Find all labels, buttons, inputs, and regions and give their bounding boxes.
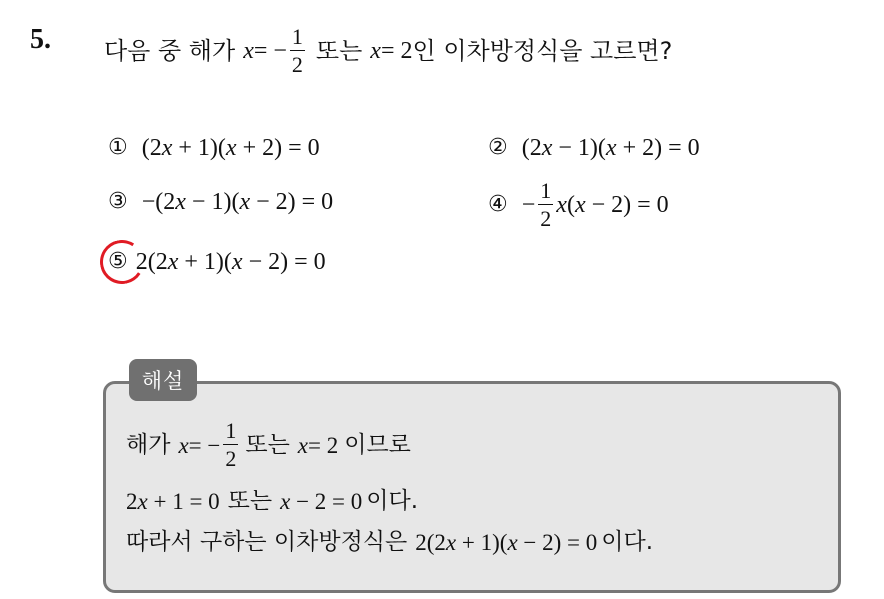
- choice-1-mark: ①: [108, 135, 128, 160]
- choice-1-expr: (2x + 1)(x + 2) = 0: [141, 135, 320, 161]
- choice-1[interactable]: [108, 136, 320, 160]
- solution-fraction: [223, 420, 238, 470]
- question-number: 5.: [30, 24, 51, 55]
- solution-box: [103, 381, 841, 593]
- choice-2-expr: (2x − 1)(x + 2) = 0: [521, 135, 700, 161]
- question-var-2: x: [370, 38, 381, 64]
- solution-line2-or: 또는: [227, 488, 273, 514]
- fraction-denominator: 2: [540, 206, 552, 231]
- solution-line1-eq: = −: [188, 432, 221, 458]
- solution-line2-suffix: 이다.: [366, 488, 419, 514]
- question-text: [104, 26, 672, 76]
- fraction-numerator: 1: [291, 24, 303, 49]
- question-fraction: [290, 26, 305, 76]
- question-suffix: 인 이차방정식을 고르면?: [412, 37, 673, 65]
- solution-line-1: [126, 420, 411, 470]
- choice-4-neg: −: [521, 192, 536, 218]
- choice-4-fraction: [538, 180, 553, 230]
- solution-line1-prefix: 해가: [126, 431, 171, 458]
- solution-line3-suffix: 이다.: [601, 529, 654, 555]
- fraction-denominator: 2: [291, 52, 303, 77]
- choice-3-expr: −(2x − 1)(x − 2) = 0: [141, 189, 334, 215]
- question-prefix: 다음 중 해가: [104, 37, 236, 65]
- choice-3[interactable]: [108, 190, 333, 214]
- choice-3-mark: ③: [108, 189, 128, 214]
- solution-tag: 해설: [129, 359, 197, 401]
- solution-line-2: [126, 490, 418, 513]
- question-var: x: [243, 38, 254, 64]
- solution-line1-or: 또는: [245, 431, 290, 458]
- question-or: 또는: [315, 37, 363, 65]
- choice-4-expr: x(x − 2) = 0: [556, 192, 669, 218]
- solution-line1-suffix: 이므로: [344, 431, 411, 458]
- choice-5-expr: 2(2x + 1)(x − 2) = 0: [135, 249, 326, 275]
- fraction-denominator: 2: [225, 446, 237, 471]
- solution-line-3: [126, 531, 653, 554]
- choice-2[interactable]: [488, 136, 700, 160]
- solution-line2-expr: 2x + 1 = 0: [126, 489, 220, 514]
- question-eq-neg: = −: [253, 38, 287, 64]
- choice-4-mark: ④: [488, 192, 508, 217]
- choice-2-mark: ②: [488, 135, 508, 160]
- fraction-numerator: 1: [225, 418, 237, 443]
- solution-line1-var: x: [178, 432, 189, 458]
- solution-line3-prefix: 따라서 구하는 이차방정식은: [126, 529, 408, 555]
- answer-circle-mark: [96, 236, 148, 288]
- solution-line1-var-2: x: [297, 432, 309, 458]
- solution-line3-expr: 2(2x + 1)(x − 2) = 0: [415, 530, 598, 555]
- choice-4[interactable]: [488, 180, 669, 230]
- solution-line1-eq2: = 2: [308, 432, 339, 458]
- solution-line2-expr2: x − 2 = 0: [280, 489, 363, 514]
- choice-5-mark: ⑤: [108, 249, 128, 274]
- fraction-numerator: 1: [540, 178, 552, 203]
- question-eq-two: = 2: [380, 38, 413, 64]
